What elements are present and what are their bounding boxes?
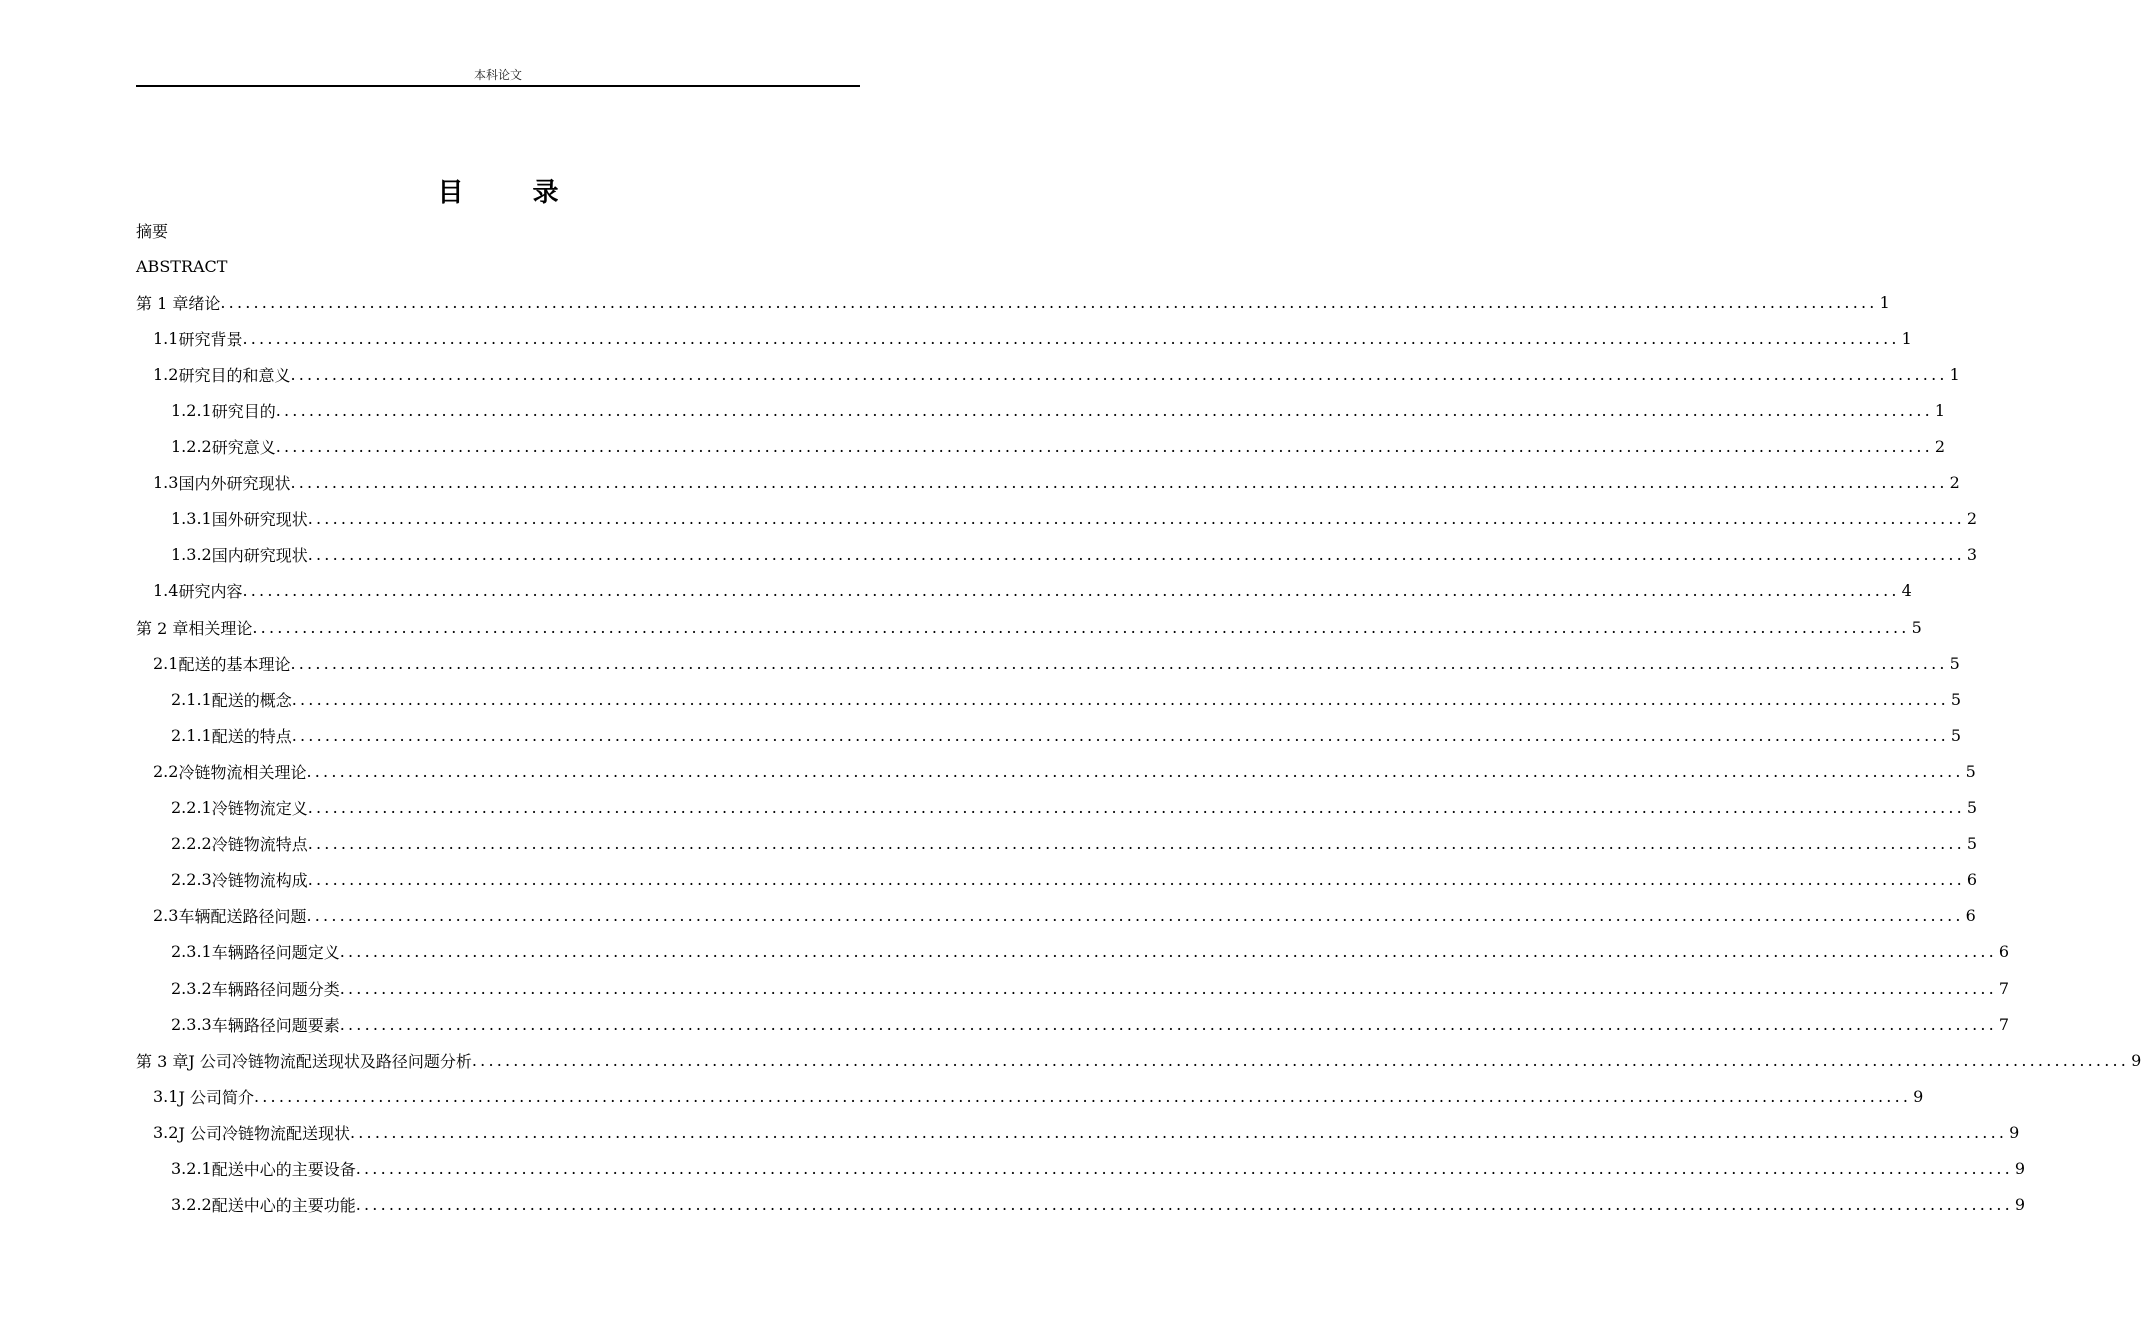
toc-dot-leader: ........................................................................................................................................................................................................ — [339, 978, 1997, 998]
toc-entry[interactable] — [136, 1006, 2010, 1042]
toc-page-number: 5 — [1949, 653, 1960, 673]
toc-dot-leader: ........................................................................................................................................................................................................ — [252, 617, 1910, 637]
toc-entry[interactable] — [136, 212, 860, 248]
toc-entry[interactable] — [136, 934, 2010, 970]
toc-entry-number: 2.2.2 — [171, 834, 212, 854]
toc-page-number: 9 — [2009, 1122, 2020, 1142]
toc-entry-number: 3.2 — [153, 1122, 179, 1142]
toc-page-number: 6 — [1966, 870, 1978, 890]
toc-dot-leader: ........................................................................................................................................................................................................ — [291, 689, 1949, 709]
toc-entry-label: 配送的基本理论 — [178, 654, 291, 674]
toc-dot-leader: ........................................................................................................................................................................................................ — [355, 1158, 2013, 1178]
toc-page-number: 7 — [1998, 1014, 2010, 1034]
toc-entry[interactable] — [136, 465, 1960, 501]
toc-entry-number: 2.1.1 — [171, 725, 212, 745]
toc-entry-number: 2.3.1 — [171, 942, 212, 962]
toc-dot-leader: ........................................................................................................................................................................................................ — [290, 653, 1948, 673]
toc-entry[interactable] — [136, 429, 1946, 465]
toc-entry-number: 3.1 — [153, 1086, 179, 1106]
toc-entry-number: 第 3 章 — [136, 1051, 189, 1071]
toc-page-number: 5 — [1966, 798, 1978, 818]
toc-entry[interactable] — [136, 609, 1922, 645]
toc-entry-label: 国外研究现状 — [211, 510, 308, 530]
toc-page-number: 5 — [1966, 834, 1978, 854]
toc-dot-leader: ........................................................................................................................................................................................................ — [339, 942, 1997, 962]
toc-entry-number: 1.2.2 — [171, 437, 212, 457]
toc-dot-leader: ........................................................................................................................................................................................................ — [275, 401, 1933, 421]
toc-page-number: 5 — [1950, 689, 1962, 709]
toc-page-number: 6 — [1965, 906, 1976, 926]
toc-page-number: 7 — [1998, 978, 2010, 998]
toc-dot-leader: ........................................................................................................................................................................................................ — [306, 906, 1964, 926]
toc-entry-label: 研究背景 — [178, 329, 243, 349]
toc-entry-label: 车辆路径问题要素 — [211, 1015, 340, 1035]
toc-entry[interactable] — [136, 790, 1978, 826]
toc-entry-label: 研究意义 — [211, 438, 276, 458]
toc-dot-leader: ........................................................................................................................................................................................................ — [307, 545, 1965, 565]
toc-entry-number: 1.2.1 — [171, 401, 212, 421]
toc-entry-number: 1.4 — [153, 581, 179, 601]
toc-entry-number: 2.1.1 — [171, 689, 212, 709]
toc-page-number: 9 — [2014, 1195, 2026, 1215]
toc-entry[interactable] — [136, 248, 860, 284]
toc-entry-number: 2.1 — [153, 653, 179, 673]
toc-entry[interactable] — [136, 1187, 2026, 1223]
header-rule — [136, 85, 860, 87]
toc-entry-number: 2.2 — [153, 761, 179, 781]
toc-entry[interactable] — [136, 356, 1960, 392]
toc-page-number: 2 — [1934, 437, 1946, 457]
toc-dot-leader: ........................................................................................................................................................................................................ — [307, 509, 1965, 529]
toc-entry[interactable] — [136, 898, 1976, 934]
toc-entry-number: 1.3 — [153, 473, 179, 493]
toc-entry[interactable] — [136, 1042, 2141, 1078]
toc-page-number: 5 — [1911, 617, 1922, 637]
toc-dot-leader: ........................................................................................................................................................................................................ — [349, 1122, 2008, 1142]
toc-page-number: 1 — [1879, 292, 1890, 312]
toc-dot-leader: ........................................................................................................................................................................................................ — [339, 1014, 1997, 1034]
toc-page-number: 5 — [1965, 761, 1976, 781]
toc-page-number: 1 — [1901, 328, 1912, 348]
toc-dot-leader: ........................................................................................................................................................................................................ — [307, 798, 1965, 818]
toc-entry-label: J 公司冷链物流配送现状 — [178, 1123, 350, 1143]
toc-title: 目 录 — [437, 178, 589, 208]
toc-entry-label: ABSTRACT — [136, 256, 228, 276]
toc-page-number: 5 — [1950, 725, 1962, 745]
toc-entry[interactable] — [136, 681, 1962, 717]
toc-entry-number: 2.2.3 — [171, 870, 212, 890]
toc-entry[interactable] — [136, 1114, 2020, 1150]
toc-entry-label: 绪论 — [188, 293, 221, 313]
toc-entry-label: 配送的特点 — [211, 726, 292, 746]
toc-entry[interactable] — [136, 1150, 2026, 1186]
toc-page-number: 9 — [1913, 1086, 1924, 1106]
toc-entry-label: 相关理论 — [188, 618, 253, 638]
toc-entry-label: J 公司冷链物流配送现状及路径问题分析 — [188, 1051, 472, 1071]
toc-dot-leader: ........................................................................................................................................................................................................ — [242, 581, 1900, 601]
toc-page-number: 2 — [1966, 509, 1978, 529]
toc-entry-number: 3.2.1 — [171, 1158, 212, 1178]
toc-page-number: 2 — [1949, 473, 1960, 493]
toc-entry[interactable] — [136, 753, 1976, 789]
toc-entry-label: 国内研究现状 — [211, 546, 308, 566]
toc-dot-leader: ........................................................................................................................................................................................................ — [471, 1050, 2130, 1070]
toc-entry-number: 第 2 章 — [136, 618, 189, 638]
toc-entry-number: 2.2.1 — [171, 798, 212, 818]
toc-entry-number: 1.1 — [153, 328, 179, 348]
toc-entry-number: 2.3.2 — [171, 978, 212, 998]
toc-page-number: 4 — [1901, 581, 1912, 601]
toc-entry-number: 3.2.2 — [171, 1195, 212, 1215]
toc-entry-number: 第 1 章 — [136, 293, 189, 313]
toc-entry[interactable] — [136, 645, 1960, 681]
toc-dot-leader: ........................................................................................................................................................................................................ — [290, 473, 1948, 493]
toc-dot-leader: ........................................................................................................................................................................................................ — [307, 834, 1965, 854]
toc-entry-label: J 公司简介 — [178, 1087, 254, 1107]
toc-entry[interactable] — [136, 1078, 1924, 1114]
toc-dot-leader: ........................................................................................................................................................................................................ — [291, 725, 1949, 745]
toc-entry-label: 配送中心的主要设备 — [211, 1159, 356, 1179]
toc-entry-label: 冷链物流相关理论 — [178, 762, 307, 782]
toc-entry-label: 车辆配送路径问题 — [178, 907, 307, 927]
toc-entry-label: 研究内容 — [178, 582, 243, 602]
toc-entry[interactable] — [136, 717, 1962, 753]
toc-entry[interactable] — [136, 537, 1978, 573]
toc-entry[interactable] — [136, 826, 1978, 862]
toc-entry-label: 配送的概念 — [211, 690, 292, 710]
toc-entry-number: 1.2 — [153, 364, 179, 384]
toc-dot-leader: ........................................................................................................................................................................................................ — [355, 1195, 2013, 1215]
toc-page-number: 1 — [1934, 401, 1946, 421]
toc-page-number: 9 — [2014, 1158, 2026, 1178]
toc-dot-leader: ........................................................................................................................................................................................................ — [275, 437, 1933, 457]
toc-page-number: 3 — [1966, 545, 1978, 565]
toc-entry-label: 研究目的和意义 — [178, 365, 291, 385]
toc-entry-number: 1.3.2 — [171, 545, 212, 565]
toc-entry-label: 冷链物流构成 — [211, 871, 308, 891]
toc-entry-label: 车辆路径问题分类 — [211, 979, 340, 999]
toc-page-number: 6 — [1998, 942, 2010, 962]
toc-dot-leader: ........................................................................................................................................................................................................ — [306, 761, 1964, 781]
toc-entry[interactable] — [136, 970, 2010, 1006]
toc-entry-label: 国内外研究现状 — [178, 474, 291, 494]
toc-entry-number: 1.3.1 — [171, 509, 212, 529]
toc-entry-label: 冷链物流特点 — [211, 835, 308, 855]
toc-page-number: 1 — [1949, 364, 1960, 384]
toc-dot-leader: ........................................................................................................................................................................................................ — [220, 292, 1878, 312]
toc-entry-label: 摘要 — [136, 221, 169, 241]
table-of-contents — [136, 212, 2141, 1223]
toc-entry[interactable] — [136, 392, 1946, 428]
toc-entry[interactable] — [136, 862, 1978, 898]
toc-page-number: 9 — [2131, 1050, 2141, 1070]
toc-entry-number: 2.3.3 — [171, 1014, 212, 1034]
toc-entry-label: 研究目的 — [211, 402, 276, 422]
toc-dot-leader: ........................................................................................................................................................................................................ — [242, 328, 1900, 348]
toc-entry-label: 车辆路径问题定义 — [211, 943, 340, 963]
toc-entry-label: 冷链物流定义 — [211, 799, 308, 819]
toc-entry[interactable] — [136, 320, 1912, 356]
toc-entry-label: 配送中心的主要功能 — [211, 1196, 356, 1216]
toc-entry[interactable] — [136, 573, 1912, 609]
toc-dot-leader: ........................................................................................................................................................................................................ — [307, 870, 1965, 890]
toc-entry-number: 2.3 — [153, 906, 179, 926]
toc-entry[interactable] — [136, 501, 1978, 537]
toc-dot-leader: ........................................................................................................................................................................................................ — [290, 364, 1948, 384]
toc-entry[interactable] — [136, 284, 1890, 320]
page-header: 本科论文 — [473, 68, 522, 82]
toc-dot-leader: ........................................................................................................................................................................................................ — [253, 1086, 1912, 1106]
